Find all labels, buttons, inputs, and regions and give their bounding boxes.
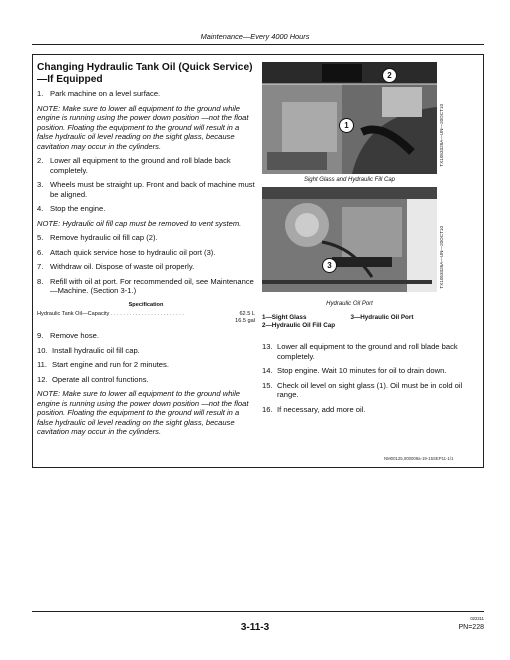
step-text: Operate all control functions.: [52, 374, 149, 384]
step-number: 13.: [262, 342, 273, 351]
legend-oil-port: 3—Hydraulic Oil Port: [350, 314, 414, 321]
steps-list-1: [37, 89, 255, 296]
step-number: 8.: [37, 276, 44, 286]
step-number: 7.: [37, 262, 44, 272]
step-text: Start engine and run for 2 minutes.: [52, 360, 169, 370]
step-number: 1.: [37, 89, 44, 99]
heading-line-1: Changing Hydraulic Tank Oil (Quick Service): [37, 62, 253, 73]
callout-2-icon: 2: [382, 68, 397, 83]
step-number: 3.: [37, 180, 44, 190]
oil-port-illustration: [262, 187, 437, 292]
step-text: Stop engine. Wait 10 minutes for oil to drain down.: [277, 366, 447, 375]
figure-1-code: TX1053328A—UN—20OCT10: [439, 104, 444, 167]
footer-rule: [32, 611, 484, 612]
figure-legend: [262, 314, 413, 330]
note: NOTE: Hydraulic oil fill cap must be removed to vent system.: [37, 218, 242, 228]
footer-pn: PN=228: [458, 624, 484, 631]
spec-label: Hydraulic Tank Oil—Capacity: [37, 311, 110, 318]
step-text: If necessary, add more oil.: [277, 404, 366, 414]
legend-fill-cap: 2—Hydraulic Oil Fill Cap: [262, 322, 336, 329]
note: NOTE: Make sure to lower all equipment to the ground while engine is running using the power down position —not the float position. Floating the equipment to the ground will result in a false hydraulic oil level reading on the sight glass, because cavitation may occur in the cylinders.: [37, 103, 249, 151]
step-text: Check oil level on sight glass (1). Oil must be in cold oil range.: [277, 380, 463, 399]
running-header: Maintenance—Every 4000 Hours: [200, 32, 310, 41]
step-text: Refill with oil at port. For recommended oil, see Maintenance—Machine. (Section 3-1.): [50, 276, 254, 296]
step-item: [37, 248, 255, 258]
note: NOTE: Make sure to lower all equipment to the ground while engine is running using the power down position —not the float position. Floating the equipment to the ground will result in a false hydraulic oil level reading on the sight glass, because cavitation may occur in the cylinders.: [37, 389, 249, 437]
step-number: 9.: [37, 331, 44, 341]
section-heading: [37, 62, 255, 85]
step-item: [37, 277, 255, 296]
footer-date-code: 022211: [470, 616, 484, 621]
spec-row: Hydraulic Tank Oil—Capacity . . . . . . . . . . . . . . . . . . . . . . . . 62.5 L: [37, 311, 255, 318]
step-item: [262, 381, 480, 400]
step-number: 10.: [37, 345, 48, 355]
spec-value-liters: 62.5 L: [239, 311, 255, 318]
step-item: [37, 89, 255, 99]
step-text: Attach quick service hose to hydraulic oil port (3).: [50, 247, 216, 257]
step-text: Wheels must be straight up. Front and back of machine must be aligned.: [50, 180, 255, 199]
figure-2-code: TX1053326A—UN—20OCT10: [439, 226, 444, 289]
step-item: [37, 156, 255, 175]
step-number: 6.: [37, 247, 44, 257]
steps-list-3: [262, 342, 480, 419]
step-text: Withdraw oil. Dispose of waste oil properly.: [50, 262, 195, 272]
legend-sight-glass: 1—Sight Glass: [262, 314, 307, 321]
step-item: [37, 331, 255, 341]
header-rule: [32, 44, 484, 45]
step-number: 16.: [262, 404, 273, 414]
step-number: 4.: [37, 204, 44, 214]
step-number: 2.: [37, 156, 44, 166]
page-number: 3-11-3: [240, 622, 270, 633]
step-number: 12.: [37, 374, 48, 384]
step-number: 5.: [37, 233, 44, 243]
step-number: 14.: [262, 366, 273, 375]
step-text: Install hydraulic oil fill cap.: [52, 345, 140, 355]
callout-3-icon: 3: [322, 258, 337, 273]
step-number: 11.: [37, 360, 47, 370]
step-item: [37, 233, 255, 243]
step-item: [262, 366, 480, 376]
step-item: [37, 204, 255, 214]
step-item: [37, 262, 255, 272]
step-item: [37, 346, 255, 356]
step-item: [262, 342, 480, 361]
steps-list-2: [37, 331, 255, 437]
step-item: [37, 375, 255, 385]
step-item: [262, 405, 480, 415]
step-item: [37, 360, 255, 370]
left-column: [37, 62, 255, 442]
specification-table: [37, 301, 255, 326]
step-text: Remove hydraulic oil fill cap (2).: [50, 233, 158, 243]
step-text: Lower all equipment to the ground and roll blade back completely.: [277, 342, 458, 361]
step-text: Stop the engine.: [50, 204, 106, 214]
step-text: Lower all equipment to the ground and roll blade back completely.: [50, 156, 231, 175]
step-text: Remove hose.: [50, 331, 99, 341]
oil-port-photo: [262, 187, 437, 292]
figure-1-caption: Sight Glass and Hydraulic Fill Cap: [303, 177, 396, 183]
heading-line-2: —If Equipped: [37, 73, 103, 85]
callout-1-icon: 1: [339, 118, 354, 133]
reference-code: NM00125,000009a-19-15SEP11-1/1: [384, 456, 454, 461]
figure-2-caption: Hydraulic Oil Port: [326, 301, 373, 307]
step-number: 15.: [262, 380, 273, 390]
spec-heading: Specification: [128, 301, 164, 308]
step-item: [37, 180, 255, 199]
spec-value-gallons: 16.5 gal: [235, 318, 255, 325]
step-text: Park machine on a level surface.: [50, 89, 161, 99]
